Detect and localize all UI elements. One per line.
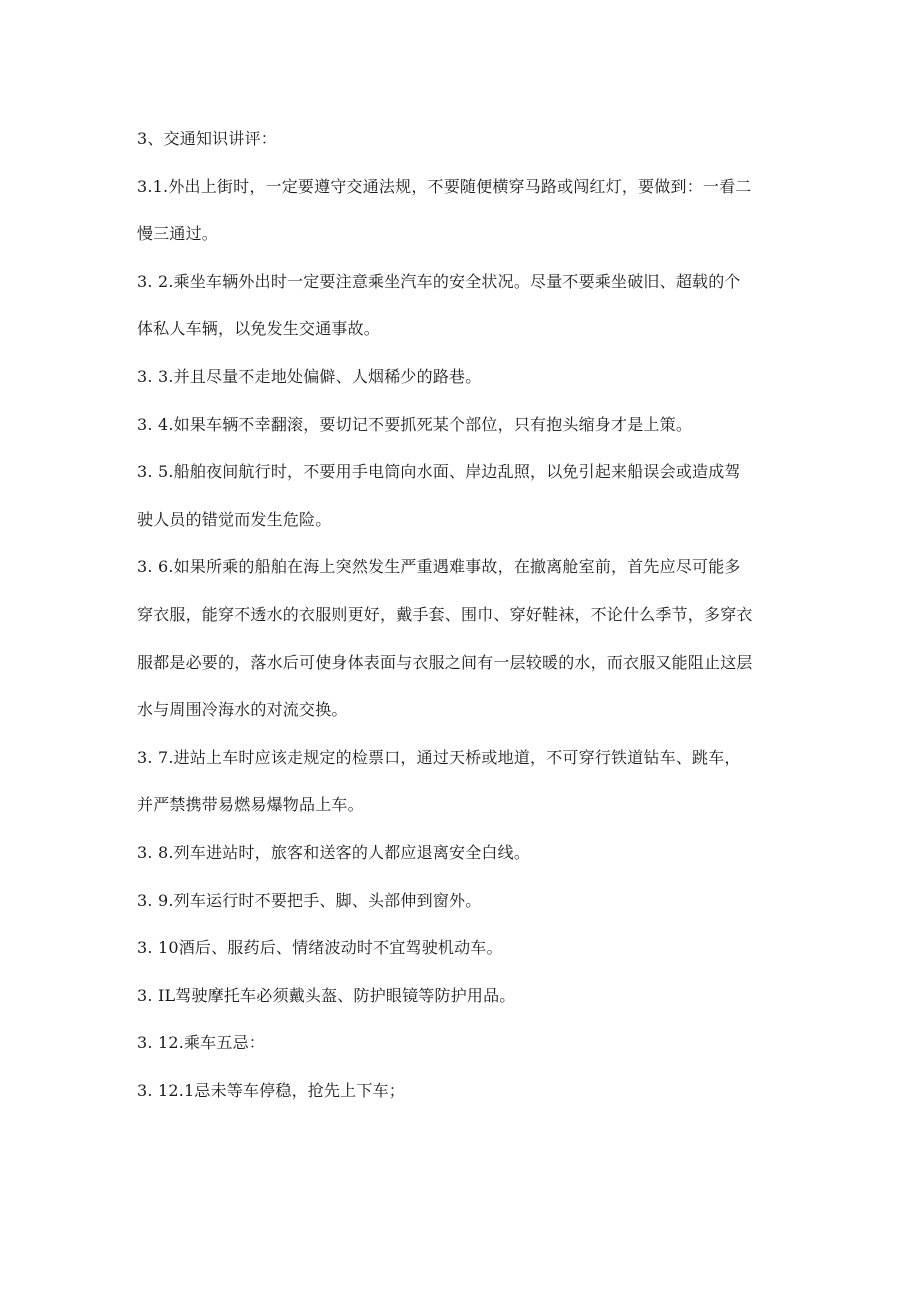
paragraph-line: 服都是必要的，落水后可使身体表面与衣服之间有一层较暖的水，而衣服又能阻止这层 [137,652,753,672]
paragraph-line: 3. 12.乘车五忌： [137,1033,265,1053]
paragraph-line: 3. 9.列车运行时不要把手、脚、头部伸到窗外。 [137,890,482,910]
paragraph-line: 3. 3.并且尽量不走地处偏僻、人烟稀少的路巷。 [137,366,482,386]
section-heading: 3、交通知识讲评： [137,129,277,148]
paragraph-line: 3. 4.如果车辆不幸翻滚，要切记不要抓死某个部位，只有抱头缩身才是上策。 [137,414,693,434]
paragraph-line: 慢三通过。 [137,224,219,244]
paragraph-line: 水与周围冷海水的对流交换。 [137,700,348,720]
paragraph-line: 3. 8.列车进站时，旅客和送客的人都应退离安全白线。 [137,842,531,862]
paragraph-line: 3. IL驾驶摩托车必须戴头盔、防护眼镜等防护用品。 [137,985,516,1005]
paragraph-line: 3. 12.1忌未等车停稳，抢先上下车； [137,1080,405,1100]
paragraph-line: 3. 2.乘坐车辆外出时一定要注意乘坐汽车的安全状况。尽量不要乘坐破旧、超载的个 [137,271,741,291]
paragraph-line: 3. 7.进站上车时应该走规定的检票口，通过天桥或地道，不可穿行铁道钻车、跳车， [137,747,741,767]
paragraph-line: 并严禁携带易燃易爆物品上车。 [137,795,364,815]
paragraph-line: 穿衣服，能穿不透水的衣服则更好，戴手套、围巾、穿好鞋袜，不论什么季节，多穿衣 [137,604,753,624]
paragraph-line: 3. 5.船舶夜间航行时，不要用手电筒向水面、岸边乱照，以免引起来船误会或造成驾 [137,462,741,482]
document-body [137,115,787,1114]
paragraph-line: 3.1.外出上街时，一定要遵守交通法规，不要随便横穿马路或闯红灯，要做到：一看二 [137,176,752,196]
paragraph-line: 3. 6.如果所乘的船舶在海上突然发生严重遇难事故，在撤离舱室前，首先应尽可能多 [137,557,741,577]
paragraph-line: 驶人员的错觉而发生危险。 [137,509,332,529]
paragraph-line: 体私人车辆，以免发生交通事故。 [137,319,381,339]
paragraph-line: 3. 10酒后、服药后、情绪波动时不宜驾驶机动车。 [137,938,503,958]
